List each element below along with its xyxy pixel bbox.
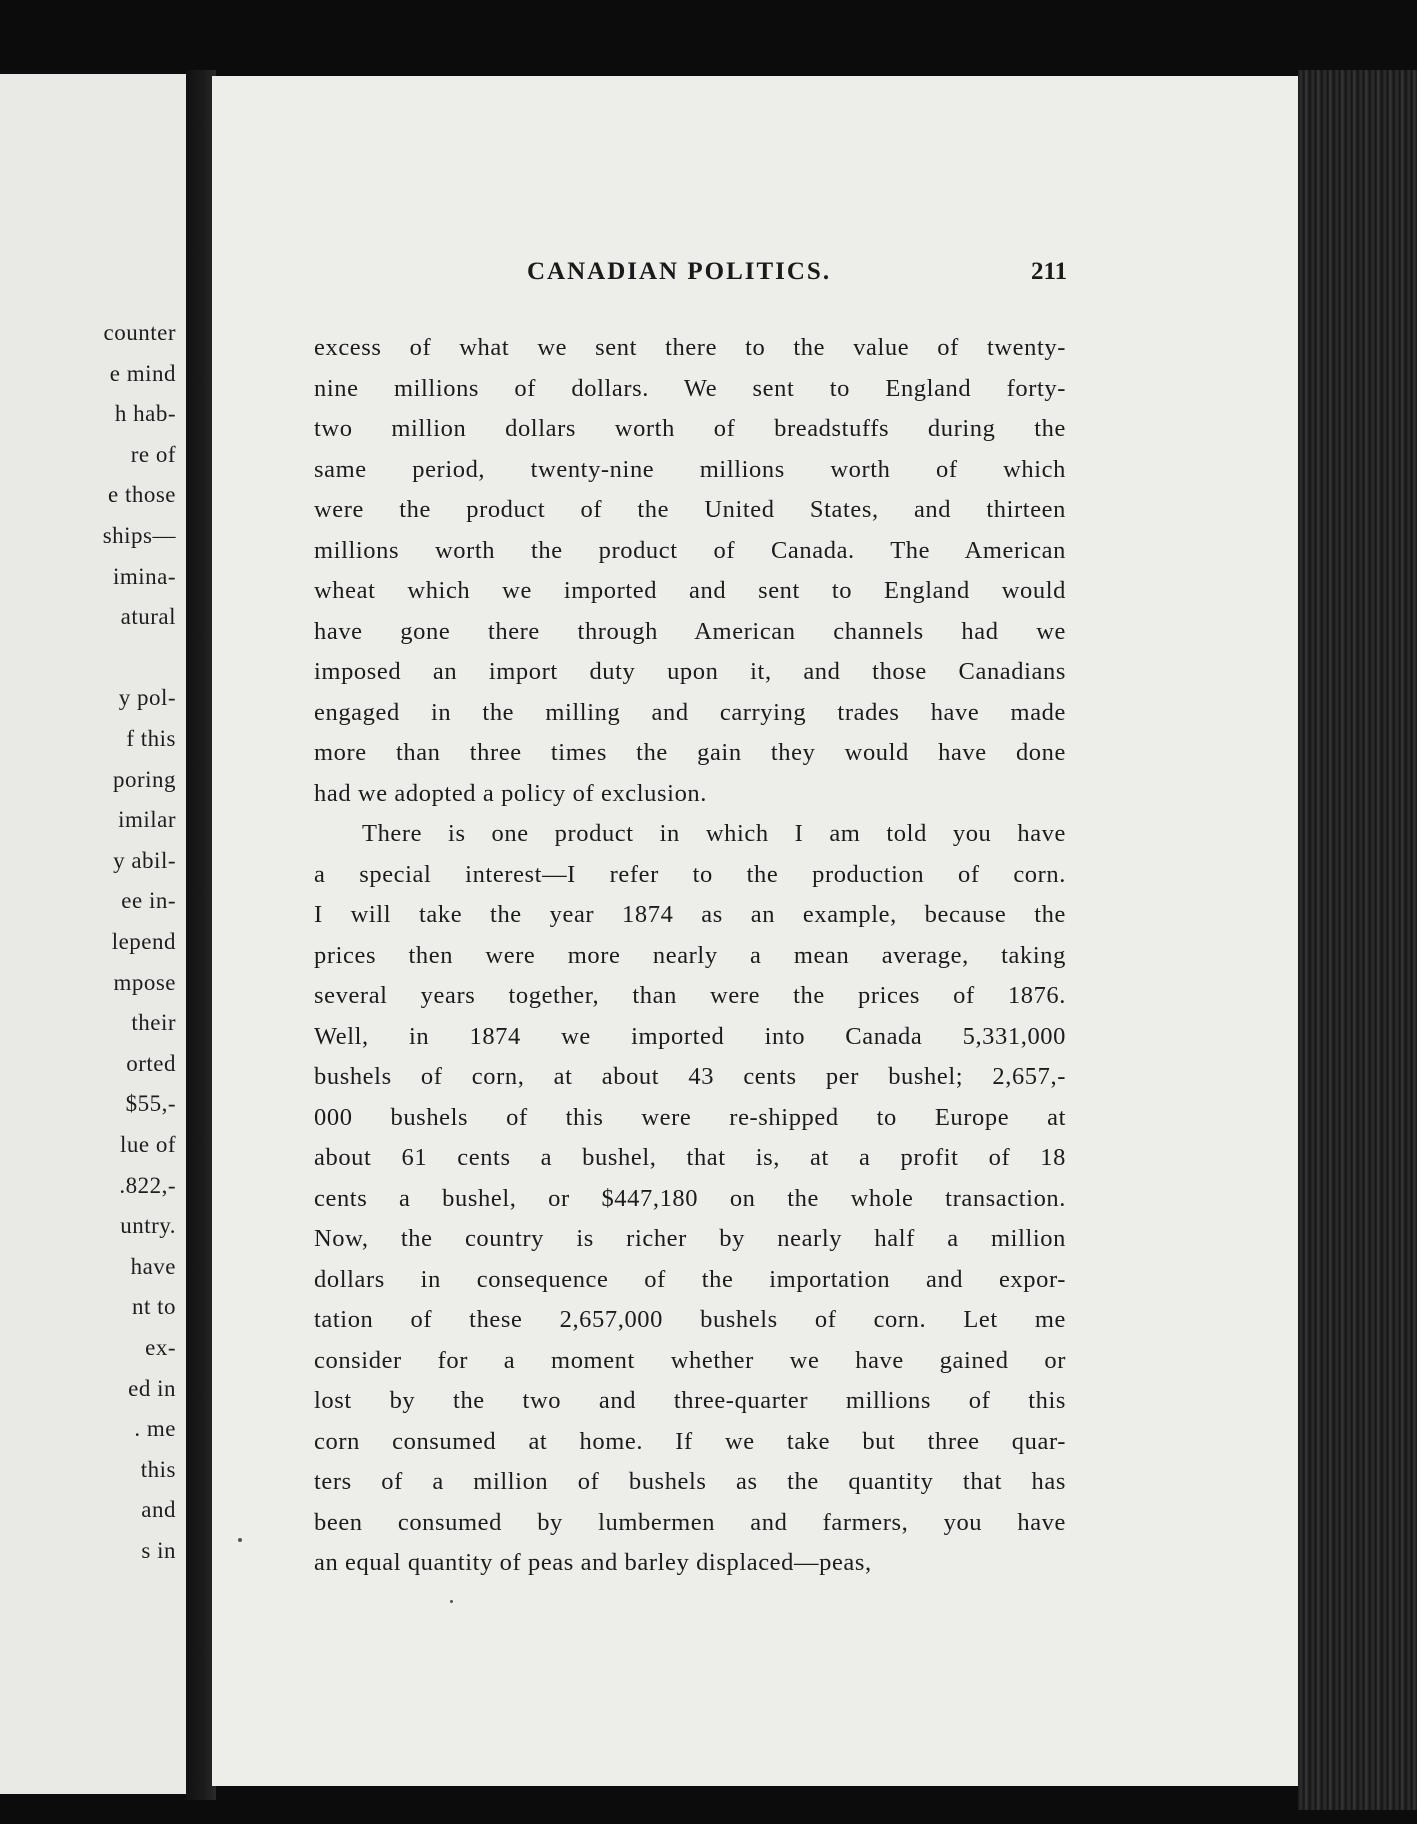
- text-line: a special interest—I refer to the production of corn.: [314, 860, 1066, 888]
- left-page-fragment: ex-: [145, 1335, 176, 1360]
- text-line: ters of a million of bushels as the quantity that has: [314, 1468, 1066, 1495]
- text-line: consider for a moment whether we have gained or: [314, 1346, 1066, 1374]
- text-line: engaged in the milling and carrying trades have made: [314, 698, 1066, 726]
- text-line: cents a bushel, or $447,180 on the whole transaction.: [314, 1184, 1066, 1212]
- left-page-fragment: f this: [126, 726, 176, 751]
- left-page-fragment: orted: [126, 1050, 176, 1076]
- text-line: had we adopted a policy of exclusion.: [314, 779, 707, 807]
- left-page-fragment: poring: [112, 766, 176, 792]
- page-number: 211: [1031, 258, 1068, 285]
- text-line: excess of what we sent there to the value of twenty-: [314, 334, 1066, 361]
- left-page-fragment: e mind: [109, 360, 176, 386]
- left-page-fragment: h hab-: [114, 401, 176, 427]
- speck: [238, 1538, 242, 1542]
- text-line: 000 bushels of this were re-shipped to Europe at: [314, 1103, 1066, 1131]
- left-page-fragment: e those: [107, 482, 176, 508]
- text-line: Now, the country is richer by nearly half a million: [314, 1225, 1066, 1252]
- left-page-fragment: imilar: [118, 807, 176, 833]
- left-page-fragment: counter: [103, 320, 176, 345]
- left-page-fragment: untry.: [120, 1213, 176, 1239]
- left-page-fragment: have: [130, 1253, 176, 1279]
- text-line: have gone there through American channels had we: [314, 617, 1066, 645]
- text-line: wheat which we imported and sent to England would: [314, 577, 1066, 604]
- text-line: nine millions of dollars. We sent to England forty-: [314, 374, 1066, 402]
- text-line: dollars in consequence of the importation and expor-: [314, 1265, 1066, 1293]
- running-head: CANADIAN POLITICS.: [527, 258, 832, 285]
- text-line: an equal quantity of peas and barley displaced—peas,: [314, 1549, 872, 1576]
- left-page-fragment: this: [140, 1456, 176, 1482]
- left-page-fragment: imina-: [112, 563, 176, 589]
- left-page-fragment: y pol-: [118, 685, 176, 711]
- left-page-fragment: re of: [130, 441, 176, 467]
- text-line: been consumed by lumbermen and farmers, you have: [314, 1508, 1066, 1536]
- left-page-fragment: lue of: [119, 1132, 176, 1157]
- left-page-fragment: s in: [141, 1538, 176, 1563]
- left-page-fragment: lepend: [111, 929, 176, 954]
- text-line: several years together, than were the prices of 1876.: [314, 982, 1066, 1009]
- body-text: [314, 328, 1066, 1584]
- left-page-fragment: mpose: [113, 969, 176, 995]
- paragraph: [314, 328, 1066, 814]
- text-line: prices then were more nearly a mean average, taking: [314, 941, 1066, 969]
- left-page-fragment: $55,-: [125, 1091, 176, 1117]
- text-line: same period, twenty-nine millions worth of which: [314, 455, 1066, 483]
- left-page-fragment: .822,-: [119, 1172, 176, 1198]
- text-line: I will take the year 1874 as an example, because the: [314, 901, 1066, 928]
- left-page-fragment: and: [141, 1497, 176, 1523]
- text-line: Well, in 1874 we imported into Canada 5,331,000: [314, 1022, 1066, 1050]
- text-line: bushels of corn, at about 43 cents per bushel; 2,657,-: [314, 1063, 1066, 1090]
- left-page-fragment: ships—: [102, 523, 176, 548]
- left-page-fragment: their: [131, 1010, 176, 1036]
- left-page-fragment: y abil-: [113, 847, 176, 873]
- text-line: There is one product in which I am told you have: [362, 820, 1066, 847]
- left-page-fragment: . me: [134, 1416, 176, 1442]
- text-line: about 61 cents a bushel, that is, at a profit of 18: [314, 1144, 1066, 1171]
- text-line: lost by the two and three-quarter millions of this: [314, 1387, 1066, 1414]
- left-page-fragment: ee in-: [121, 888, 176, 914]
- left-page-fragment: nt to: [131, 1294, 176, 1320]
- text-line: two million dollars worth of breadstuffs during the: [314, 415, 1066, 442]
- text-line: more than three times the gain they would have done: [314, 739, 1066, 766]
- text-line: millions worth the product of Canada. The American: [314, 536, 1066, 564]
- left-page-fragment: atural: [120, 604, 176, 630]
- left-page-fragment: ed in: [128, 1375, 176, 1401]
- left-facing-page: [0, 74, 186, 1794]
- text-line: tation of these 2,657,000 bushels of corn. Let me: [314, 1306, 1066, 1333]
- text-line: corn consumed at home. If we take but three quar-: [314, 1427, 1066, 1455]
- page-edge: [1298, 70, 1417, 1810]
- paragraph: [314, 814, 1066, 1584]
- speck: [450, 1600, 453, 1603]
- text-line: were the product of the United States, and thirteen: [314, 496, 1066, 523]
- text-line: imposed an import duty upon it, and those Canadians: [314, 658, 1066, 685]
